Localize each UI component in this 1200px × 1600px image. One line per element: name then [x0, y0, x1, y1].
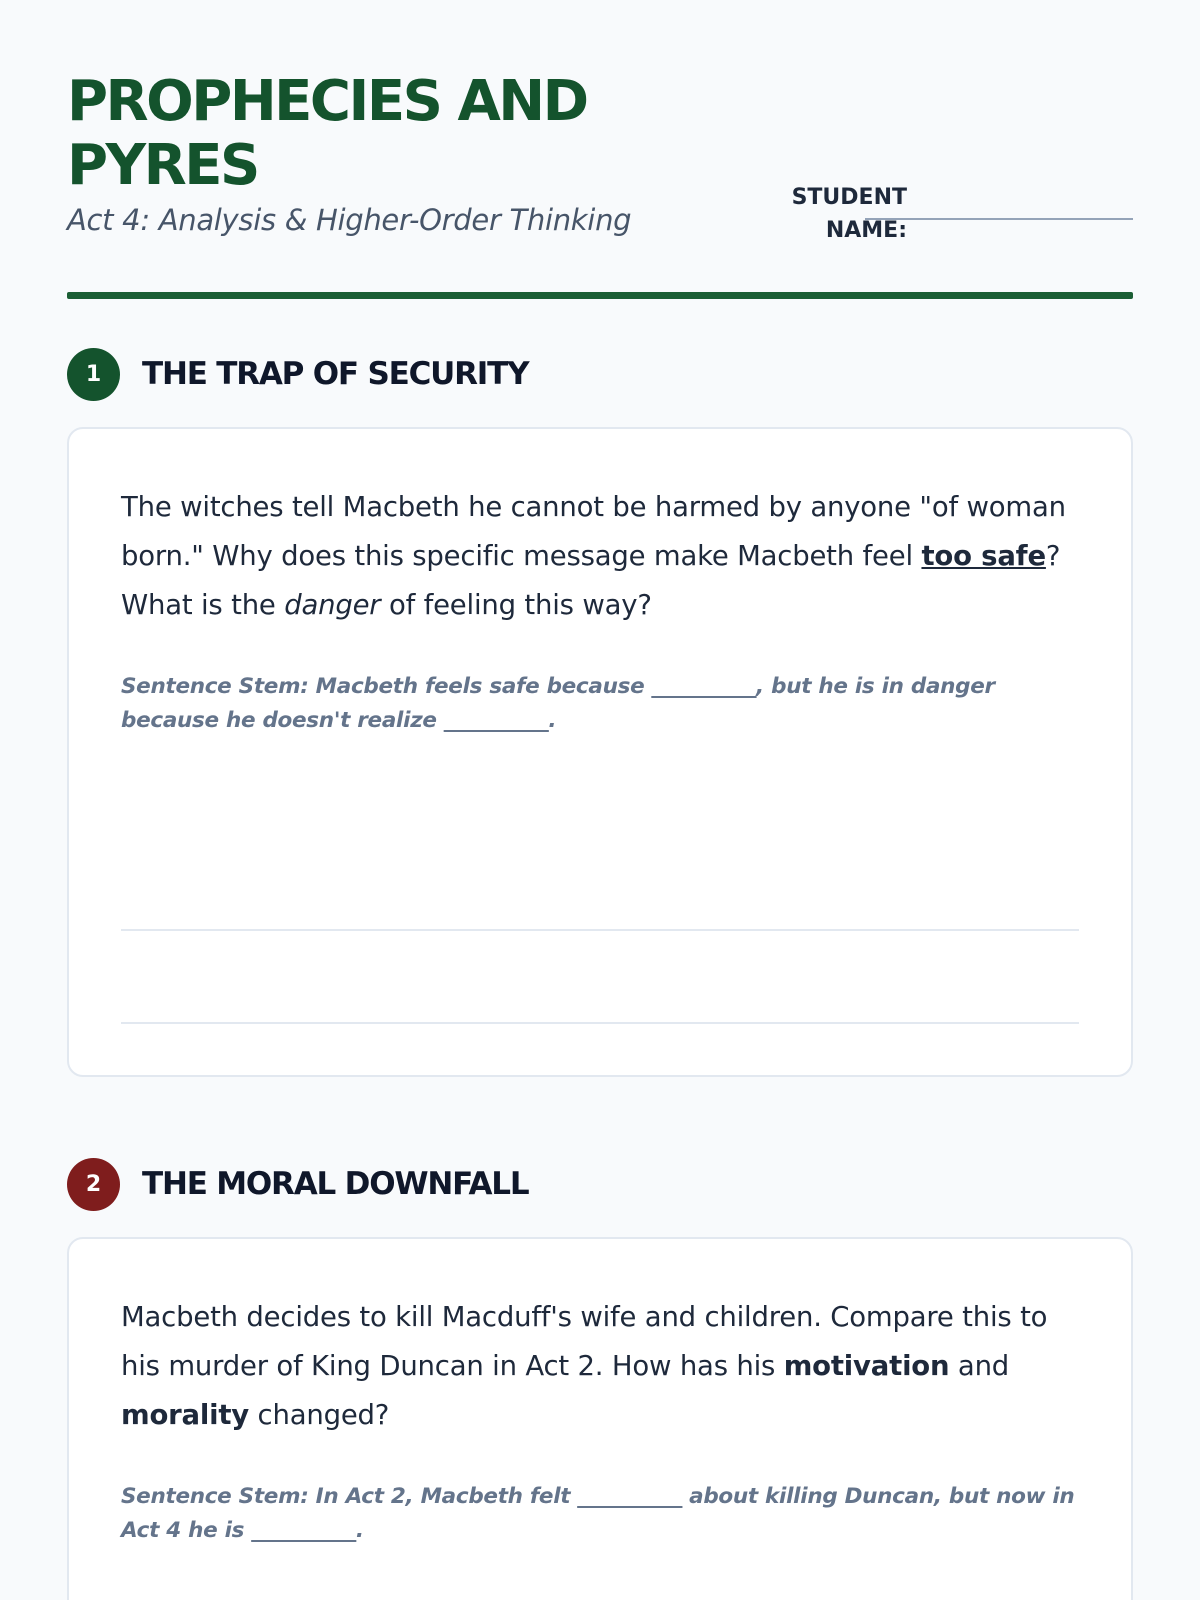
prompt-text: ? What is the — [121, 540, 1061, 621]
question-card — [67, 1237, 1133, 1600]
section-2-header — [67, 1157, 1133, 1211]
question-prompt — [121, 1293, 1079, 1440]
worksheet-title: PROPHECIES AND PYRES — [67, 69, 587, 198]
prompt-text: The witches tell Macbeth he cannot be harmed by anyone "of woman born." Why does this specific message make Macbeth feel — [121, 491, 1066, 572]
student-name-label — [707, 181, 907, 247]
question-prompt — [121, 483, 1079, 630]
prompt-text: changed? — [249, 1399, 390, 1431]
prompt-emphasis: morality — [121, 1399, 249, 1431]
student-name-label-line2: NAME: — [825, 218, 907, 243]
prompt-emphasis: too safe — [921, 540, 1046, 572]
header-divider — [67, 292, 1133, 299]
section-title: THE MORAL DOWNFALL — [142, 1166, 529, 1202]
prompt-text: of feeling this way? — [380, 589, 652, 621]
sentence-stem: Sentence Stem: In Act 2, Macbeth felt __________ about killing Duncan, but now in Act 4 he is __________. — [121, 1484, 1075, 1543]
section-title: THE TRAP OF SECURITY — [142, 356, 529, 392]
worksheet-header — [67, 70, 1133, 292]
student-name-field[interactable] — [865, 218, 1133, 220]
prompt-emphasis: danger — [284, 589, 381, 621]
section-number-badge: 2 — [67, 1158, 120, 1211]
section-number-badge: 1 — [67, 348, 120, 401]
worksheet-subtitle: Act 4: Analysis & Higher-Order Thinking — [67, 203, 632, 237]
prompt-text: and — [949, 1350, 1010, 1382]
answer-line[interactable] — [121, 1022, 1079, 1024]
question-card — [67, 427, 1133, 1077]
prompt-text: Macbeth decides to kill Macduff's wife and children. Compare this to his murder of King Duncan in Act 2. How has his — [121, 1301, 1048, 1382]
answer-line[interactable] — [121, 929, 1079, 931]
student-name-label-line1: STUDENT — [791, 185, 907, 210]
sentence-stem: Sentence Stem: Macbeth feels safe because __________, but he is in danger because he doesn't realize __________. — [121, 674, 995, 733]
section-1-header — [67, 347, 1133, 401]
prompt-emphasis: motivation — [783, 1350, 950, 1382]
